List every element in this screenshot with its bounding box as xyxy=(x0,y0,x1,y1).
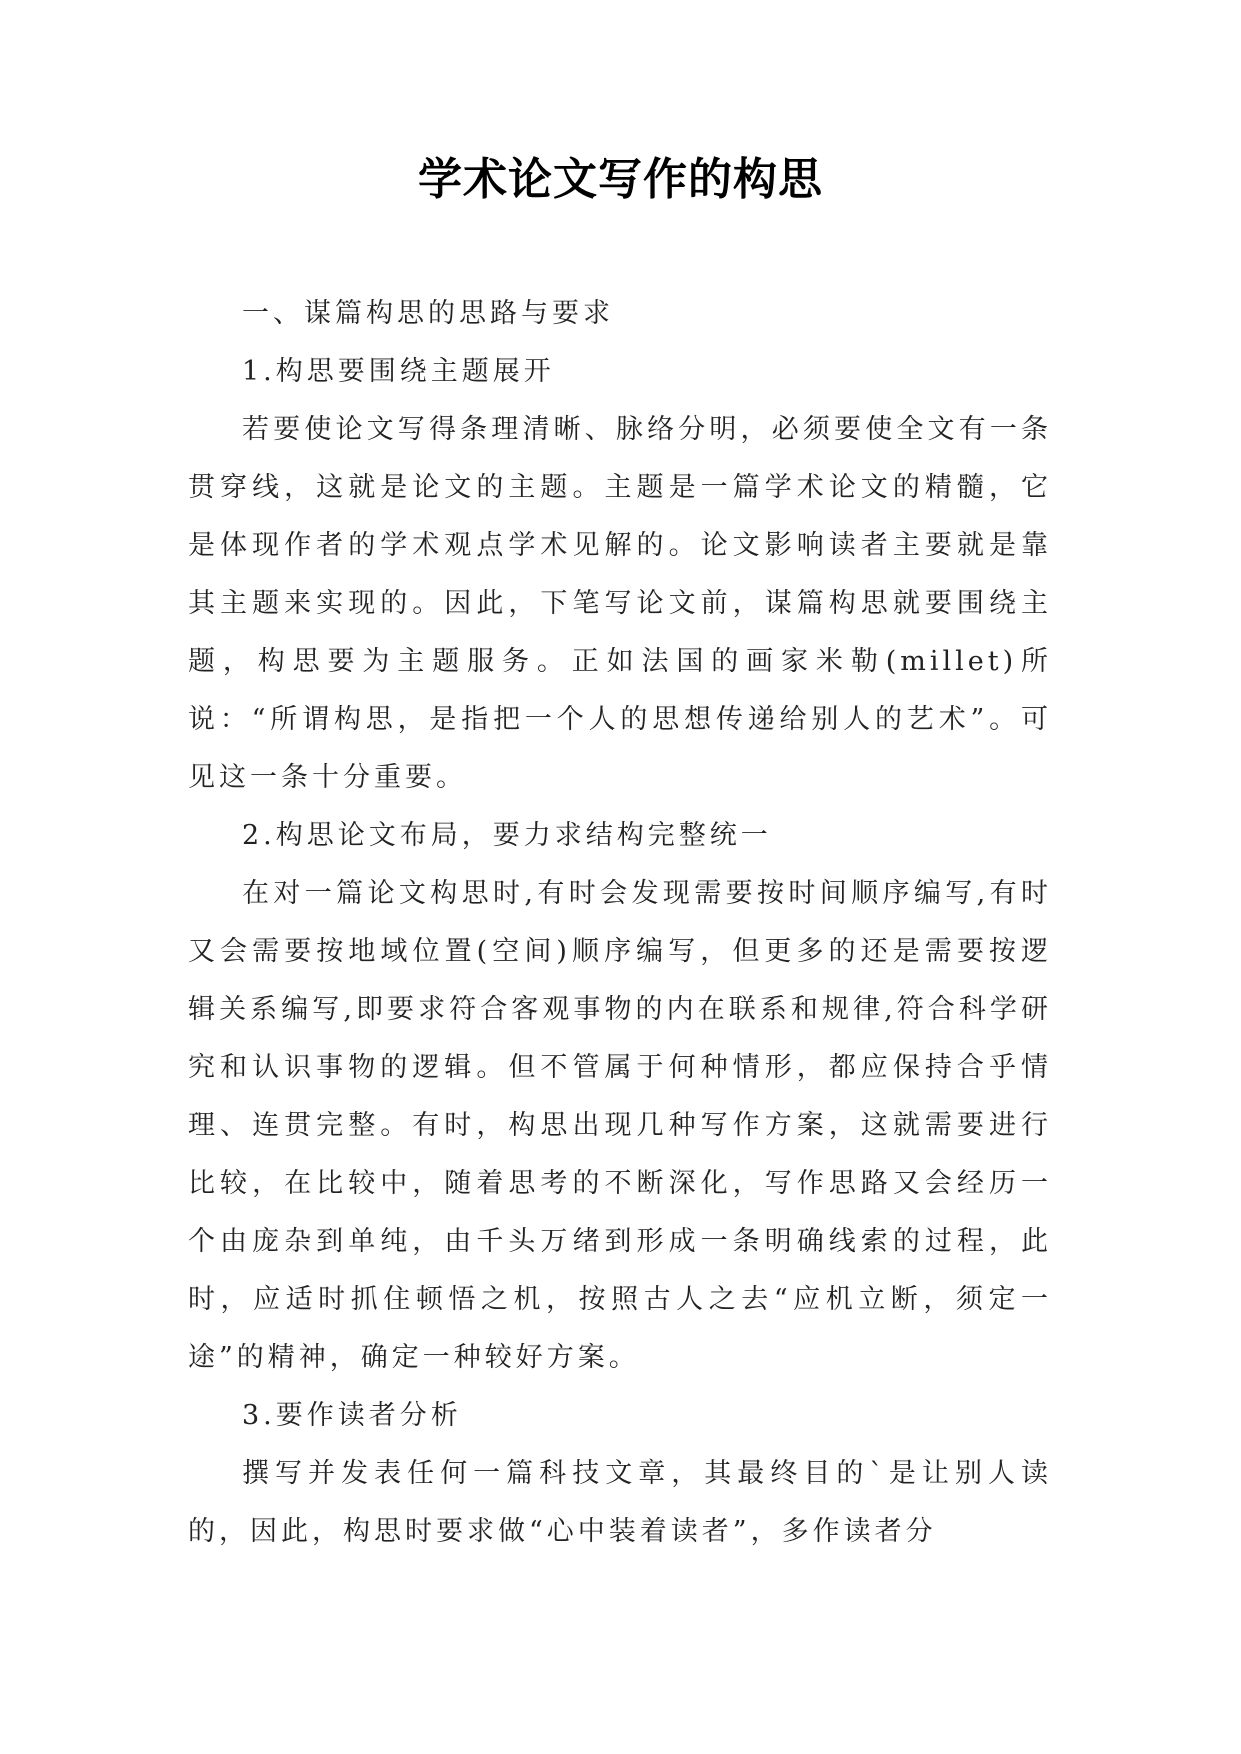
section-heading: 一、谋篇构思的思路与要求 xyxy=(242,298,614,329)
body-paragraph: 撰写并发表任何一篇科技文章，其最终目的`是让别人读的，因此，构思时要求做“心中装着读者”，多作读者分 xyxy=(188,1458,1052,1547)
subsection-heading: 3.要作读者分析 xyxy=(242,1400,462,1431)
document-body xyxy=(188,285,1052,1561)
document-title: 学术论文写作的构思 xyxy=(418,154,823,205)
body-paragraph: 在对一篇论文构思时,有时会发现需要按时间顺序编写,有时又会需要按地域位置(空间)顺序编写，但更多的还是需要按逻辑关系编写,即要求符合客观事物的内在联系和规律,符合科学研究和认识事物的逻辑。但不管属于何种情形，都应保持合乎情理、连贯完整。有时，构思出现几种写作方案，这就需要进行比较，在比较中，随着思考的不断深化，写作思路又会经历一个由庞杂到单纯，由千头万绪到形成一条明确线索的过程，此时，应适时抓住顿悟之机，按照古人之去“应机立断，须定一途”的精神，确定一种较好方案。 xyxy=(188,878,1052,1373)
subsection-heading: 2.构思论文布局，要力求结构完整统一 xyxy=(242,820,772,851)
subsection-heading: 1.构思要围绕主题展开 xyxy=(242,356,555,387)
body-paragraph: 若要使论文写得条理清晰、脉络分明，必须要使全文有一条贯穿线，这就是论文的主题。主题是一篇学术论文的精髓，它是体现作者的学术观点学术见解的。论文影响读者主要就是靠其主题来实现的。因此，下笔写论文前，谋篇构思就要围绕主题，构思要为主题服务。正如法国的画家米勒(millet)所说：“所谓构思，是指把一个人的思想传递给别人的艺术”。可见这一条十分重要。 xyxy=(188,414,1052,793)
